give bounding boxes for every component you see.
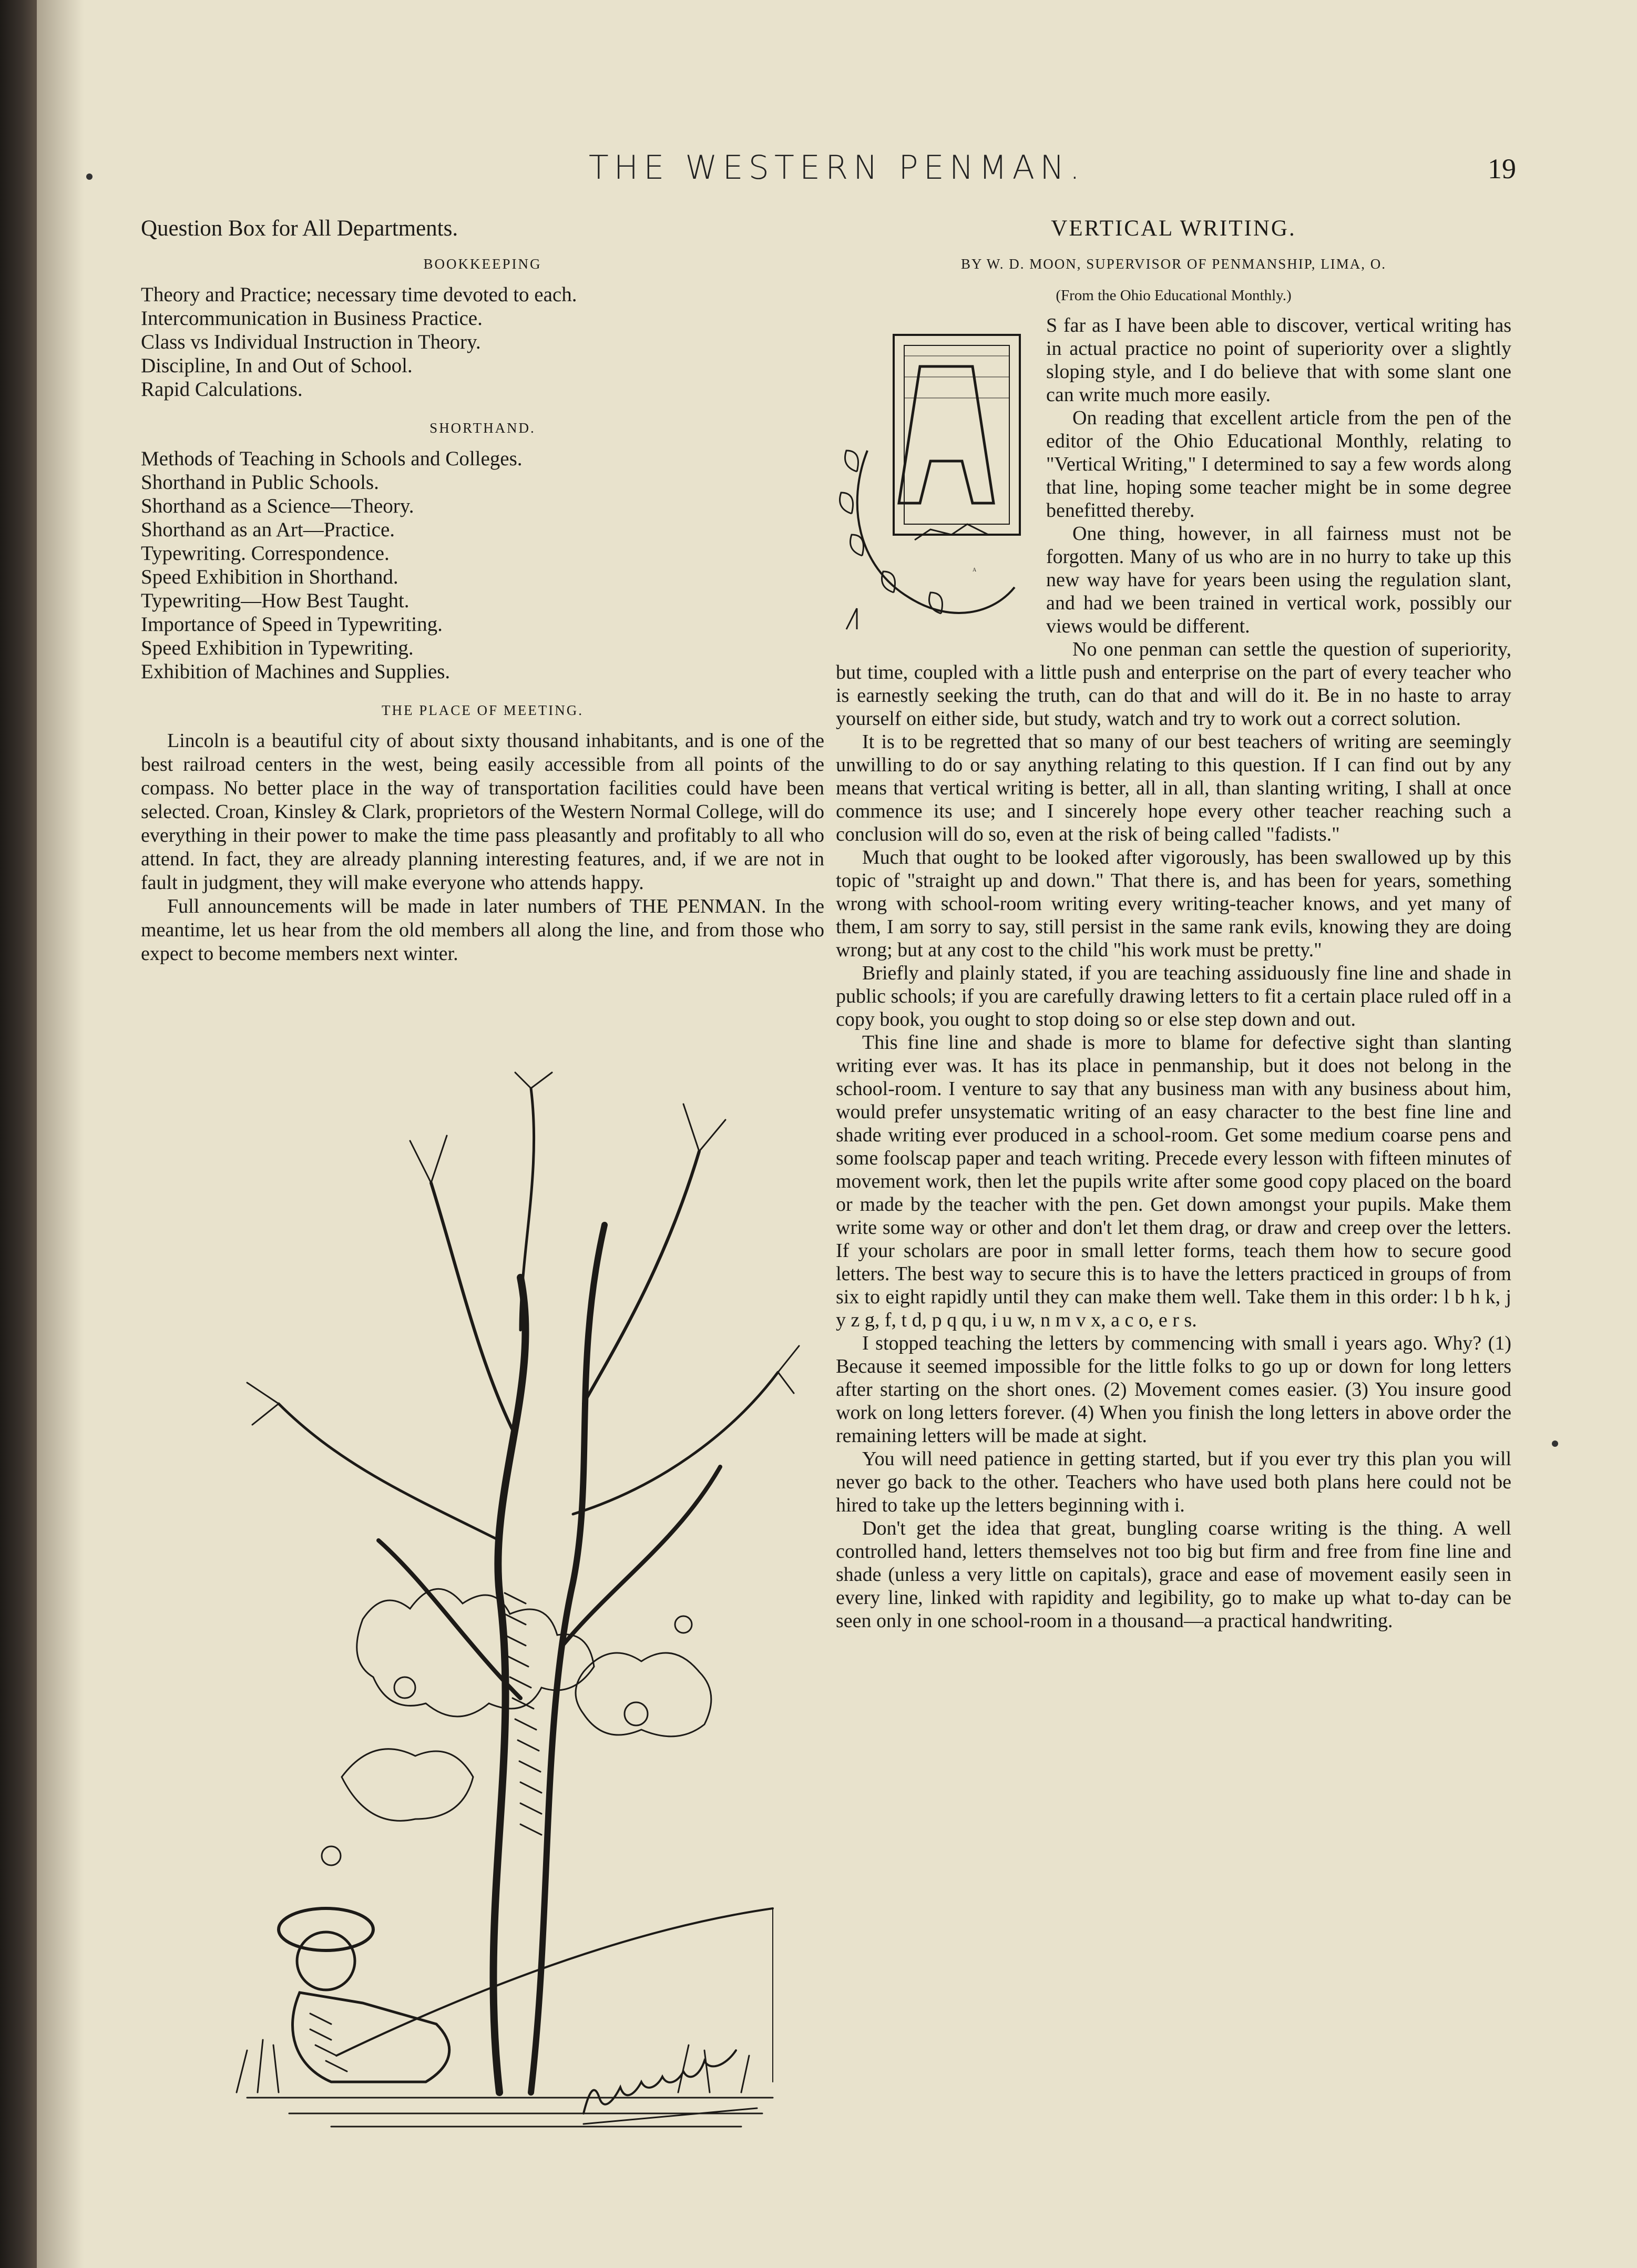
article-paragraph: One thing, however, in all fairness must not be forgotten. Many of us who are in no hurry to take up this new way have for years been using the regulation slant, and had we been trained in vertical work, possibly our views would be different. <box>1046 523 1511 637</box>
article-paragraph: Don't get the idea that great, bungling coarse writing is the thing. A well controlled hand, letters themselves not too big but firm and free from fine line and shade (unless a very little on capitals), grace and ease of movement easily seen in every line, linked with rapidity and legibility, go to make up what to-day can be seen only in one school-room in a thousand—a practical handwriting. <box>836 1517 1511 1632</box>
topic-item: Rapid Calculations. <box>141 378 303 401</box>
topic-item: Typewriting. Correspondence. <box>141 542 390 565</box>
topic-item: Intercommunication in Business Practice. <box>141 307 483 330</box>
article-source: (From the Ohio Educational Monthly.) <box>1056 287 1292 304</box>
decorative-dropcap-icon <box>836 314 1041 640</box>
bookkeeping-heading: BOOKKEEPING <box>423 256 542 272</box>
shorthand-topics <box>141 447 824 683</box>
meeting-heading: THE PLACE OF MEETING. <box>382 702 584 718</box>
right-column <box>836 216 1511 1632</box>
page-number: 19 <box>1488 153 1516 185</box>
topic-item: Typewriting—How Best Taught. <box>141 589 410 612</box>
topic-item: Methods of Teaching in Schools and Colleges. <box>141 447 523 470</box>
page <box>37 0 1637 2268</box>
topic-item: Speed Exhibition in Typewriting. <box>141 637 414 659</box>
topic-item: Shorthand in Public Schools. <box>141 471 379 494</box>
article-byline: BY W. D. MOON, SUPERVISOR OF PENMANSHIP, LIMA, O. <box>961 256 1386 272</box>
topic-item: Importance of Speed in Typewriting. <box>141 613 443 636</box>
ink-dot <box>1552 1441 1558 1447</box>
topic-item: Discipline, In and Out of School. <box>141 354 413 377</box>
topic-item: Shorthand as an Art—Practice. <box>141 518 395 541</box>
dropcap-letter: A <box>973 567 977 573</box>
article-paragraph: Briefly and plainly stated, if you are teaching assiduously fine line and shade in public schools; if you are carefully drawing letters to fit a certain place ruled off in a copy book, you ought to stop doing so or else step down and out. <box>836 962 1511 1030</box>
topic-item: Theory and Practice; necessary time devoted to each. <box>141 283 577 306</box>
article-paragraph: No one penman can settle the question of superiority, but time, coupled with a little push and enterprise on the part of every teacher who is earnestly seeking the truth, can do that and will do it. Be in no haste to array yourself on either side, but study, watch and try to work out a correct solution. <box>836 638 1511 730</box>
article-title: VERTICAL WRITING. <box>1051 216 1296 241</box>
article-paragraph: On reading that excellent article from the pen of the editor of the Ohio Educational Monthly, relating to "Vertical Writing," I determined to say a few words along that line, hoping some teacher might be in some degree benefitted thereby. <box>1046 407 1511 522</box>
gutter-shadow <box>37 0 84 2268</box>
topic-item: Speed Exhibition in Shorthand. <box>141 566 398 588</box>
meeting-paragraph: Full announcements will be made in later numbers of THE PENMAN. In the meantime, let us hear from the old members all along the line, and from those who expect to become members next winter. <box>141 895 824 965</box>
left-column <box>141 216 824 966</box>
fishing-boy-illustration <box>205 1067 804 2140</box>
bookkeeping-topics <box>141 283 824 401</box>
question-box-title: Question Box for All Departments. <box>141 216 458 241</box>
article-paragraph: This fine line and shade is more to blame for defective sight than slanting writing ever was. It has its place in penmanship, but it does not belong in the school-room. I venture to say that any business man with any business about him, would prefer unsystematic writing of an easy character to the best fine line and shade writing ever produced in a school-room. Get some medium coarse pens and some foolscap paper and teach writing. Precede every lesson with fifteen minutes of movement work, then let the pupils write after some good copy placed on the board or made by the teacher with the pen. Get down amongst your pupils. Make them write some way or other and don't let them drag, or draw and creep over the letters. If your scholars are poor in small letter forms, teach them how to secure good letters. The best way to secure this is to have the letters practiced in groups of from six to eight rapidly until they can make them well. Take them in this order: l b h k, j y z g, f, t d, p q qu, i u w, n m v x, a c o, e r s. <box>836 1031 1511 1331</box>
shorthand-heading: SHORTHAND. <box>429 420 536 436</box>
article-paragraph: It is to be regretted that so many of our best teachers of writing are seemingly unwilling to do or say anything relating to this question. If I can find out by any means that vertical writing is better, all in all, than slanting writing, I shall at once commence its use; and I sincerely hope every other teacher reaching such a conclusion will do so, even at the risk of being called "fadists." <box>836 731 1511 845</box>
article-paragraph: I stopped teaching the letters by commencing with small i years ago. Why? (1) Because it seemed impossible for the little folks to go up or down for long letters after starting on the short ones. (2) Movement comes easier. (3) You insure good work on long letters forever. (4) When you finish the long letters in above order the remaining letters will be made at sight. <box>836 1332 1511 1447</box>
article-paragraph: Much that ought to be looked after vigorously, has been swallowed up by this topic of "straight up and down." That there is, and has been for years, something wrong with school-room writing every writing-teacher knows, and yet many of them, I am sorry to say, still persist in the same rank evils, knowing they are doing wrong; but at any cost to the child "his work must be pretty." <box>836 846 1511 961</box>
topic-item: Shorthand as a Science—Theory. <box>141 495 414 517</box>
running-header: THE WESTERN PENMAN. <box>588 148 1086 187</box>
article-paragraph: S far as I have been able to discover, vertical writing has in actual practice no point of superiority over a slightly sloping style, and I do believe that with some slant one can write much more easily. <box>1046 314 1511 406</box>
topic-item: Exhibition of Machines and Supplies. <box>141 660 451 683</box>
meeting-paragraph: Lincoln is a beautiful city of about sixty thousand inhabitants, and is one of the best railroad centers in the west, being easily accessible from all points of the compass. No better place in the way of transportation facilities could have been selected. Croan, Kinsley & Clark, proprietors of the Western Normal College, will do everything in their power to make the time pass pleasantly and profitably to all who attend. In fact, they are already planning interesting features, and, if we are not in fault in judgment, they will make everyone who attends happy. <box>141 730 824 894</box>
topic-item: Class vs Individual Instruction in Theory. <box>141 331 481 353</box>
book-binding <box>0 0 37 2268</box>
article-paragraph: You will need patience in getting started, but if you ever try this plan you will never go back to the other. Teachers who have used both plans here could not be hired to take up the letters beginning with i. <box>836 1448 1511 1516</box>
